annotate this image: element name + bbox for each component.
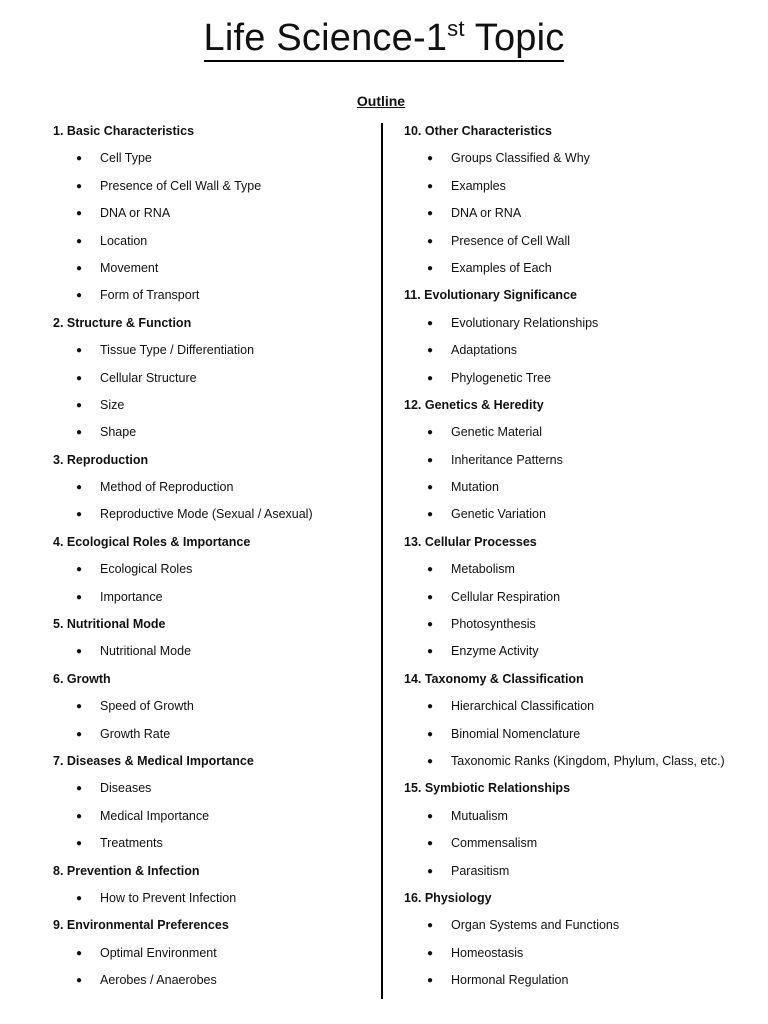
- list-item: [404, 721, 725, 748]
- list-item-text: Presence of Cell Wall: [451, 233, 571, 248]
- list-item-text: Mutation: [451, 480, 499, 495]
- title-tail: Topic: [464, 17, 565, 59]
- bullet-icon: ●: [427, 728, 434, 740]
- list-item: [53, 967, 313, 994]
- list-item-text: Cellular Respiration: [451, 589, 561, 604]
- bullet-icon: ●: [427, 180, 434, 192]
- bullet-icon: ●: [427, 235, 434, 247]
- list-item-text: Importance: [100, 589, 163, 604]
- list-item-text: Presence of Cell Wall & Type: [100, 178, 262, 193]
- list-item: [404, 228, 725, 255]
- bullet-icon: ●: [76, 838, 83, 850]
- list-item: [404, 556, 725, 583]
- list-item-text: Tissue Type / Differentiation: [100, 343, 255, 358]
- title-superscript: st: [447, 16, 465, 41]
- bullet-icon: ●: [76, 947, 83, 959]
- bullet-icon: ●: [427, 482, 434, 494]
- list-item-text: Phylogenetic Tree: [451, 370, 552, 385]
- list-item-text: Parasitism: [451, 863, 510, 878]
- list-item-text: Reproductive Mode (Sexual / Asexual): [100, 507, 313, 522]
- bullet-icon: ●: [76, 372, 83, 384]
- section-title: 3. Reproduction: [53, 452, 149, 467]
- list-item: [404, 145, 725, 172]
- list-item: [53, 173, 313, 200]
- list-item: [404, 501, 725, 528]
- list-item: [404, 940, 725, 967]
- bullet-icon: ●: [427, 372, 434, 384]
- bullet-icon: ●: [76, 783, 83, 795]
- list-item: [53, 830, 313, 857]
- list-item-text: Growth Rate: [100, 726, 171, 741]
- list-item-text: Metabolism: [451, 562, 515, 577]
- list-item-text: Examples: [451, 178, 506, 193]
- section-title: 4. Ecological Roles & Importance: [53, 534, 251, 549]
- list-item-text: Size: [100, 397, 125, 412]
- list-item-text: Form of Transport: [100, 288, 200, 303]
- section-title: 2. Structure & Function: [53, 315, 192, 330]
- list-item: [53, 940, 313, 967]
- list-item: [404, 255, 725, 282]
- list-item: [404, 858, 725, 885]
- list-item: [53, 638, 313, 665]
- list-item: [404, 419, 725, 446]
- list-item: [404, 611, 725, 638]
- bullet-icon: ●: [76, 482, 83, 494]
- bullet-icon: ●: [427, 755, 434, 767]
- bullet-icon: ●: [427, 262, 434, 274]
- bullet-icon: ●: [76, 701, 83, 713]
- list-item-text: Photosynthesis: [451, 617, 536, 632]
- bullet-icon: ●: [427, 317, 434, 329]
- section-title: 6. Growth: [53, 671, 111, 686]
- list-item-text: Mutualism: [451, 808, 508, 823]
- list-item-text: Genetic Material: [451, 425, 543, 440]
- bullet-icon: ●: [76, 345, 83, 357]
- list-item-text: DNA or RNA: [100, 206, 171, 221]
- list-item: [53, 200, 313, 227]
- bullet-icon: ●: [427, 865, 434, 877]
- list-item-text: Speed of Growth: [100, 699, 194, 714]
- list-item: [404, 830, 725, 857]
- list-item-text: Movement: [100, 260, 159, 275]
- bullet-icon: ●: [427, 208, 434, 220]
- list-item-text: Enzyme Activity: [451, 644, 539, 659]
- list-item: [404, 912, 725, 939]
- list-item: [53, 419, 313, 446]
- bullet-icon: ●: [76, 591, 83, 603]
- list-item: [404, 200, 725, 227]
- section-title: 12. Genetics & Heredity: [404, 397, 544, 412]
- list-item: [404, 365, 725, 392]
- list-item-text: Nutritional Mode: [100, 644, 192, 659]
- bullet-icon: ●: [76, 975, 83, 987]
- list-item-text: Location: [100, 233, 148, 248]
- list-item: [404, 693, 725, 720]
- bullet-icon: ●: [427, 454, 434, 466]
- bullet-icon: ●: [76, 509, 83, 521]
- list-item: [404, 967, 725, 994]
- list-item: [53, 584, 313, 611]
- list-item: [53, 228, 313, 255]
- list-item: [404, 638, 725, 665]
- bullet-icon: ●: [76, 180, 83, 192]
- section-title: 14. Taxonomy & Classification: [404, 671, 584, 686]
- bullet-icon: ●: [76, 564, 83, 576]
- list-item-text: Treatments: [100, 836, 163, 851]
- list-item-text: Aerobes / Anaerobes: [100, 973, 217, 988]
- list-item: [404, 584, 725, 611]
- bullet-icon: ●: [427, 591, 434, 603]
- list-item-text: How to Prevent Infection: [100, 890, 237, 905]
- list-item-text: Optimal Environment: [100, 945, 217, 960]
- list-item: [53, 474, 313, 501]
- list-item: [404, 173, 725, 200]
- bullet-icon: ●: [76, 810, 83, 822]
- list-item: [53, 145, 313, 172]
- list-item-text: Homeostasis: [451, 945, 524, 960]
- bullet-icon: ●: [427, 564, 434, 576]
- list-item-text: Ecological Roles: [100, 562, 193, 577]
- bullet-icon: ●: [76, 153, 83, 165]
- list-item-text: Hormonal Regulation: [451, 973, 569, 988]
- list-item-text: DNA or RNA: [451, 206, 522, 221]
- list-item: [404, 474, 725, 501]
- list-item-text: Medical Importance: [100, 808, 210, 823]
- list-item-text: Hierarchical Classification: [451, 699, 595, 714]
- list-item-text: Examples of Each: [451, 260, 552, 275]
- bullet-icon: ●: [427, 646, 434, 658]
- bullet-icon: ●: [76, 399, 83, 411]
- list-item: [53, 255, 313, 282]
- section-title: 9. Environmental Preferences: [53, 918, 229, 933]
- list-item: [53, 392, 313, 419]
- bullet-icon: ●: [76, 892, 83, 904]
- column-divider: [381, 123, 383, 999]
- list-item-text: Diseases: [100, 781, 152, 796]
- bullet-icon: ●: [76, 208, 83, 220]
- bullet-icon: ●: [76, 290, 83, 302]
- list-item: [404, 748, 725, 775]
- section-title: 8. Prevention & Infection: [53, 863, 200, 878]
- list-item: [404, 803, 725, 830]
- bullet-icon: ●: [427, 427, 434, 439]
- list-item: [404, 337, 725, 364]
- list-item: [53, 501, 313, 528]
- list-item: [53, 693, 313, 720]
- outline-heading: Outline: [356, 93, 406, 109]
- bullet-icon: ●: [427, 947, 434, 959]
- list-item-text: Method of Reproduction: [100, 480, 234, 495]
- bullet-icon: ●: [76, 646, 83, 658]
- section-title: 10. Other Characteristics: [404, 124, 552, 138]
- list-item-text: Cell Type: [100, 151, 152, 166]
- page-title: [0, 14, 768, 62]
- section-title: 16. Physiology: [404, 890, 492, 905]
- right-column: [404, 118, 725, 995]
- bullet-icon: ●: [427, 810, 434, 822]
- list-item: [53, 885, 313, 912]
- bullet-icon: ●: [427, 509, 434, 521]
- list-item-text: Cellular Structure: [100, 370, 197, 385]
- list-item: [53, 803, 313, 830]
- bullet-icon: ●: [76, 262, 83, 274]
- bullet-icon: ●: [427, 920, 434, 932]
- list-item-text: Genetic Variation: [451, 507, 546, 522]
- list-item-text: Evolutionary Relationships: [451, 315, 599, 330]
- section-title: 15. Symbiotic Relationships: [404, 781, 571, 796]
- bullet-icon: ●: [76, 427, 83, 439]
- list-item: [53, 721, 313, 748]
- list-item: [404, 310, 725, 337]
- list-item-text: Groups Classified & Why: [451, 151, 590, 166]
- section-title: 13. Cellular Processes: [404, 534, 537, 549]
- section-title: 7. Diseases & Medical Importance: [53, 753, 254, 768]
- bullet-icon: ●: [76, 728, 83, 740]
- bullet-icon: ●: [427, 153, 434, 165]
- list-item-text: Adaptations: [451, 343, 518, 358]
- list-item: [53, 365, 313, 392]
- list-item: [404, 447, 725, 474]
- left-column: [53, 118, 313, 995]
- section-title: 5. Nutritional Mode: [53, 617, 166, 632]
- list-item-text: Inheritance Patterns: [451, 452, 563, 467]
- list-item-text: Taxonomic Ranks (Kingdom, Phylum, Class, etc.): [451, 753, 725, 768]
- bullet-icon: ●: [427, 345, 434, 357]
- list-item: [53, 282, 313, 309]
- page-title-underlined: [204, 16, 565, 62]
- bullet-icon: ●: [76, 235, 83, 247]
- section-title: 1. Basic Characteristics: [53, 124, 195, 138]
- bullet-icon: ●: [427, 701, 434, 713]
- bullet-icon: ●: [427, 619, 434, 631]
- bullet-icon: ●: [427, 838, 434, 850]
- bullet-icon: ●: [427, 975, 434, 987]
- list-item-text: Commensalism: [451, 836, 538, 851]
- list-item: [53, 556, 313, 583]
- list-item: [53, 337, 313, 364]
- title-main: Life Science-1: [203, 17, 448, 59]
- list-item: [53, 775, 313, 802]
- list-item-text: Organ Systems and Functions: [451, 918, 620, 933]
- list-item-text: Shape: [100, 425, 137, 440]
- list-item-text: Binomial Nomenclature: [451, 726, 581, 741]
- section-title: 11. Evolutionary Significance: [404, 288, 577, 303]
